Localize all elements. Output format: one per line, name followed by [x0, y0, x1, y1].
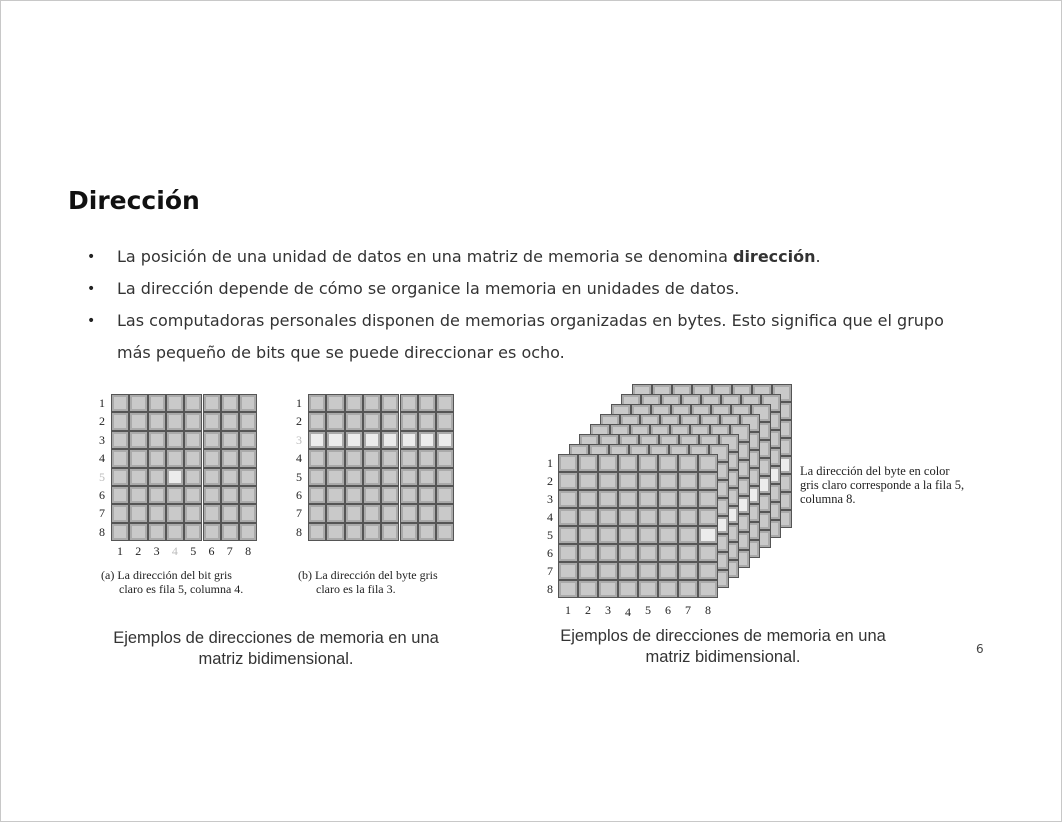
memory-cell: [166, 504, 184, 522]
memory-cell: [678, 490, 698, 508]
memory-cell: [184, 431, 202, 449]
row-label: 7: [547, 564, 553, 578]
memory-cell: [658, 544, 678, 562]
row-label: 8: [99, 524, 105, 539]
memory-cell: [148, 468, 166, 486]
slide-title: Dirección: [68, 186, 200, 215]
memory-cell: [239, 412, 257, 430]
memory-cell: [308, 449, 326, 467]
memory-cell: [111, 412, 129, 430]
memory-cell: [698, 490, 718, 508]
memory-cell: [184, 486, 202, 504]
memory-cell: [148, 486, 166, 504]
memory-cell: [578, 526, 598, 544]
figure-caption-left: Ejemplos de direcciones de memoria en una matriz bidimensional.: [113, 629, 439, 668]
memory-cell: [111, 468, 129, 486]
row-label: 1: [99, 396, 105, 410]
bullet-text: La dirección depende de cómo se organice la memoria en unidades de datos.: [117, 279, 740, 298]
memory-cell: [578, 472, 598, 490]
memory-cell: [148, 431, 166, 449]
row-label: 2: [296, 414, 302, 429]
memory-cell: [658, 580, 678, 598]
memory-cell: [221, 431, 239, 449]
memory-cell: [326, 449, 344, 467]
row-label: 6: [99, 488, 105, 502]
memory-cell: [578, 580, 598, 598]
memory-cell: [598, 454, 618, 472]
memory-cell: [381, 486, 399, 504]
memory-cell: [363, 412, 381, 430]
memory-cell: [638, 472, 658, 490]
memory-cell: [345, 523, 363, 541]
memory-cell: [308, 504, 326, 522]
memory-cell: [363, 468, 381, 486]
memory-cell: [598, 544, 618, 562]
bullet-item: [87, 273, 967, 305]
memory-cell: [363, 486, 381, 504]
memory-cell: [345, 412, 363, 430]
memory-cell: [148, 523, 166, 541]
memory-cell: [638, 508, 658, 526]
memory-cell: [558, 544, 578, 562]
memory-cell: [148, 449, 166, 467]
memory-cell: [698, 562, 718, 580]
memory-cell: [184, 468, 202, 486]
memory-cell: [166, 431, 184, 449]
memory-cell: [203, 394, 221, 412]
memory-cell: [129, 449, 147, 467]
memory-cell: [129, 431, 147, 449]
memory-cell: [381, 449, 399, 467]
memory-cell: [129, 394, 147, 412]
memory-cell: [678, 580, 698, 598]
bullet-item: [87, 241, 967, 273]
memory-cell: [221, 449, 239, 467]
memory-cell: [638, 454, 658, 472]
memory-cell: [598, 526, 618, 544]
memory-cell: [658, 526, 678, 544]
memory-cell: [638, 490, 658, 508]
column-label: 6: [665, 603, 671, 617]
memory-cell: [400, 412, 418, 430]
row-label: 5: [296, 469, 302, 484]
page-number: 6: [976, 642, 984, 656]
memory-cell: [326, 523, 344, 541]
memory-cell: [184, 504, 202, 522]
memory-cell: [166, 394, 184, 412]
bullet-tail: .: [815, 247, 821, 266]
memory-cell: [166, 468, 184, 486]
memory-cell: [418, 394, 436, 412]
memory-cell: [558, 490, 578, 508]
memory-cell: [658, 562, 678, 580]
memory-cell: [345, 431, 363, 449]
memory-cell: [203, 523, 221, 541]
memory-cell: [578, 508, 598, 526]
memory-cell: [558, 472, 578, 490]
memory-cell: [221, 468, 239, 486]
memory-cell: [678, 508, 698, 526]
memory-cell: [363, 449, 381, 467]
memory-cell: [618, 544, 638, 562]
column-label: 3: [153, 544, 160, 559]
memory-cell: [578, 562, 598, 580]
memory-cell: [326, 431, 344, 449]
column-label: 5: [190, 544, 197, 559]
memory-cell: [558, 508, 578, 526]
row-label: 7: [296, 506, 302, 521]
memory-cell: [418, 486, 436, 504]
memory-cell: [239, 504, 257, 522]
memory-cell: [658, 490, 678, 508]
memory-cell: [221, 412, 239, 430]
column-label: 3: [605, 603, 611, 617]
column-label: 5: [645, 603, 651, 617]
row-label: 4: [547, 510, 553, 524]
memory-cell: [111, 504, 129, 522]
memory-cell: [436, 431, 454, 449]
memory-cell: [326, 412, 344, 430]
memory-cell: [658, 472, 678, 490]
memory-cell: [345, 449, 363, 467]
row-label: 4: [99, 451, 105, 466]
memory-cell: [436, 468, 454, 486]
column-label: 8: [245, 544, 252, 559]
bullet-text: Las computadoras personales disponen de memorias organizadas en bytes. Esto significa que el grupo más pequeño de bits que se puede direccionar es ocho.: [117, 311, 944, 362]
memory-cell: [678, 472, 698, 490]
figure-caption-right: Ejemplos de direcciones de memoria en una matriz bidimensional.: [560, 627, 886, 666]
memory-cell: [400, 449, 418, 467]
memory-cell: [618, 562, 638, 580]
memory-cell: [203, 468, 221, 486]
memory-cell: [698, 454, 718, 472]
row-label: 7: [99, 506, 105, 521]
memory-cell: [148, 394, 166, 412]
memory-cell: [618, 490, 638, 508]
column-label: 2: [585, 603, 591, 617]
memory-cell: [658, 508, 678, 526]
memory-cell: [239, 394, 257, 412]
column-label: 7: [685, 603, 691, 617]
caption-3d: La dirección del byte en color gris claro corresponde a la fila 5, columna 8.: [800, 464, 965, 506]
memory-cell: [400, 523, 418, 541]
memory-cell: [418, 523, 436, 541]
memory-cell: [363, 523, 381, 541]
memory-cell: [326, 468, 344, 486]
memory-cell: [436, 412, 454, 430]
bullet-text: La posición de una unidad de datos en una matriz de memoria se denomina: [117, 247, 733, 266]
row-label: 2: [99, 414, 105, 429]
memory-cell: [598, 490, 618, 508]
row-label: 3: [99, 432, 105, 447]
memory-cell: [111, 431, 129, 449]
memory-cell: [618, 508, 638, 526]
row-label: 3: [547, 492, 553, 506]
memory-cell: [363, 431, 381, 449]
bullet-item: [87, 305, 967, 369]
row-label: 5: [99, 469, 105, 484]
memory-cell: [239, 431, 257, 449]
row-label: 2: [547, 474, 553, 488]
memory-cell: [558, 454, 578, 472]
memory-cell: [698, 580, 718, 598]
memory-cell: [239, 523, 257, 541]
memory-cell: [598, 508, 618, 526]
memory-cell: [418, 468, 436, 486]
memory-cell: [436, 523, 454, 541]
memory-cell: [148, 504, 166, 522]
memory-cell: [418, 504, 436, 522]
memory-cell: [698, 508, 718, 526]
memory-cell: [418, 431, 436, 449]
memory-cell: [203, 449, 221, 467]
memory-cell: [678, 526, 698, 544]
column-label: 4: [625, 605, 631, 619]
memory-cell: [578, 544, 598, 562]
memory-cell: [148, 412, 166, 430]
memory-cell: [221, 523, 239, 541]
memory-cell: [129, 412, 147, 430]
memory-cell: [166, 523, 184, 541]
memory-cell: [184, 523, 202, 541]
memory-cell: [381, 394, 399, 412]
memory-cell: [111, 523, 129, 541]
row-label: 8: [296, 524, 302, 539]
memory-cell: [221, 486, 239, 504]
memory-cell: [436, 504, 454, 522]
memory-cell: [638, 544, 658, 562]
memory-cell: [598, 580, 618, 598]
memory-cell: [308, 486, 326, 504]
memory-cell: [203, 431, 221, 449]
memory-cell: [129, 486, 147, 504]
column-label: 4: [171, 544, 178, 559]
memory-cell: [308, 431, 326, 449]
memory-cell: [166, 412, 184, 430]
memory-cell: [111, 486, 129, 504]
memory-cell: [698, 472, 718, 490]
memory-cell: [698, 544, 718, 562]
memory-cell: [184, 412, 202, 430]
memory-cell: [308, 412, 326, 430]
memory-cell: [308, 523, 326, 541]
memory-cell: [129, 504, 147, 522]
memory-cell: [558, 526, 578, 544]
memory-cell: [326, 504, 344, 522]
memory-cell: [345, 504, 363, 522]
memory-cell: [203, 412, 221, 430]
memory-cell: [111, 394, 129, 412]
memory-cell: [436, 486, 454, 504]
memory-cell: [400, 486, 418, 504]
memory-cell: [678, 544, 698, 562]
memory-cell: [345, 486, 363, 504]
row-label: 1: [547, 456, 553, 470]
memory-cell: [184, 394, 202, 412]
memory-cell: [400, 431, 418, 449]
memory-cell: [436, 449, 454, 467]
memory-cell: [400, 394, 418, 412]
memory-cell: [221, 504, 239, 522]
memory-cell: [129, 468, 147, 486]
memory-cell: [618, 580, 638, 598]
column-label: 1: [565, 603, 571, 617]
memory-cell: [381, 412, 399, 430]
memory-cell: [381, 523, 399, 541]
column-label: 2: [135, 544, 142, 559]
row-label: 6: [296, 488, 302, 502]
memory-cell: [239, 486, 257, 504]
bold-term: dirección: [732, 247, 816, 266]
memory-cell: [166, 486, 184, 504]
memory-cell: [618, 526, 638, 544]
memory-cell: [111, 449, 129, 467]
memory-cell: [203, 504, 221, 522]
column-label: 8: [705, 603, 711, 617]
bullet-list: [87, 241, 967, 369]
row-label: 4: [296, 451, 302, 466]
memory-cell: [345, 394, 363, 412]
memory-cell: [400, 468, 418, 486]
column-label: 6: [208, 544, 215, 559]
memory-cell: [400, 504, 418, 522]
memory-cell: [129, 523, 147, 541]
memory-cell: [239, 468, 257, 486]
memory-cell: [638, 526, 658, 544]
memory-cell: [326, 486, 344, 504]
memory-cell: [418, 412, 436, 430]
memory-cell: [598, 562, 618, 580]
memory-cell: [558, 562, 578, 580]
row-label: 3: [296, 432, 302, 447]
memory-cell: [203, 486, 221, 504]
memory-cell: [381, 504, 399, 522]
memory-cell: [326, 394, 344, 412]
memory-cell: [308, 468, 326, 486]
memory-cell: [558, 580, 578, 598]
memory-cell: [184, 449, 202, 467]
memory-cell: [578, 490, 598, 508]
memory-cell: [381, 468, 399, 486]
memory-cell: [578, 454, 598, 472]
memory-cell: [345, 468, 363, 486]
memory-cell: [658, 454, 678, 472]
memory-cell: [239, 449, 257, 467]
caption-b: (b) La dirección del byte gris claro es la fila 3.: [298, 568, 438, 596]
row-label: 8: [547, 582, 553, 596]
memory-cell: [436, 394, 454, 412]
memory-cell: [221, 394, 239, 412]
memory-cell: [166, 449, 184, 467]
row-label: 1: [296, 396, 302, 410]
memory-cell: [638, 562, 658, 580]
memory-cell: [598, 472, 618, 490]
memory-cell: [638, 580, 658, 598]
memory-cell: [363, 504, 381, 522]
memory-cell: [618, 472, 638, 490]
memory-cell: [678, 454, 698, 472]
memory-cell: [363, 394, 381, 412]
memory-cell: [418, 449, 436, 467]
row-label: 6: [547, 546, 553, 560]
column-label: 7: [226, 544, 233, 559]
memory-cell: [618, 454, 638, 472]
memory-cell: [308, 394, 326, 412]
memory-cell: [698, 526, 718, 544]
caption-a: (a) La dirección del bit gris claro es fila 5, columna 4.: [101, 568, 244, 596]
row-label: 5: [547, 528, 553, 542]
column-label: 1: [117, 544, 123, 559]
memory-cell: [381, 431, 399, 449]
memory-cell: [678, 562, 698, 580]
